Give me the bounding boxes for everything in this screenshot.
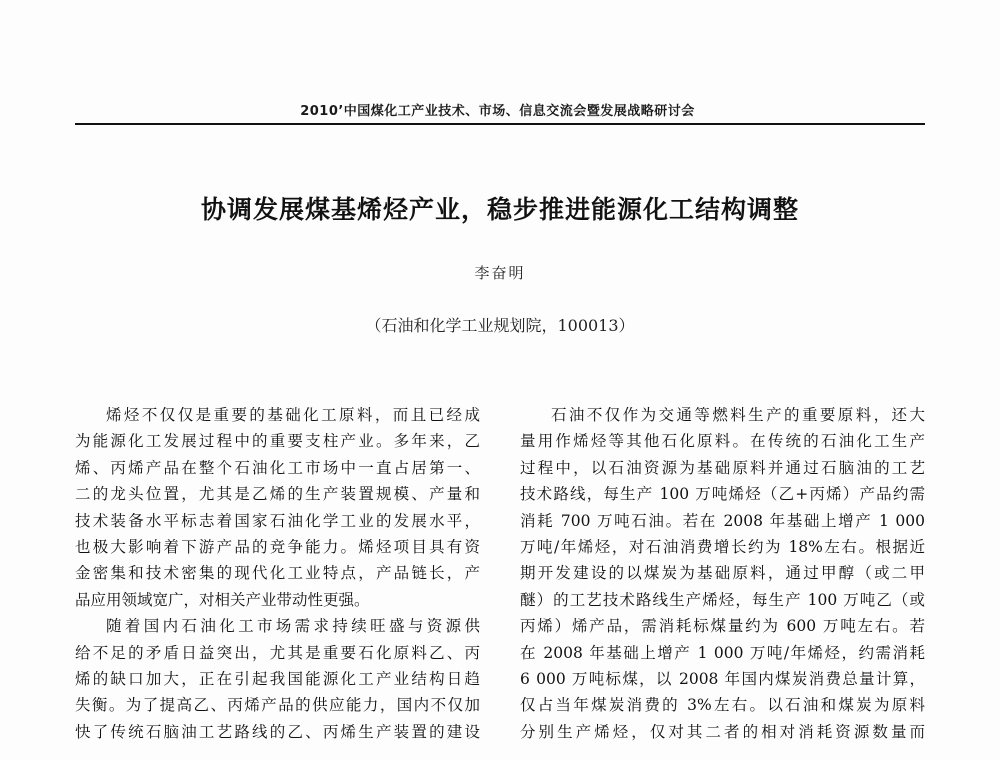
text-line: 品应用领域宽广，对相关产业带动性更强。	[75, 590, 370, 609]
body-column-right	[520, 402, 925, 745]
text-line: 给不足的矛盾日益突出，尤其是重要石化原料乙、丙	[75, 643, 480, 662]
text-line: 快了传统石脑油工艺路线的乙、丙烯生产装置的建设	[75, 722, 480, 741]
text-line: 金密集和技术密集的现代化工业特点，产品链长，产	[75, 564, 480, 583]
text-line: 醚）的工艺技术路线生产烯烃，每生产 100 万吨乙（或	[520, 590, 925, 609]
running-header: 2010’中国煤化工产业技术、市场、信息交流会暨发展战略研讨会	[300, 104, 695, 119]
text-line: 仅占当年煤炭消费的 3%左右。以石油和煤炭为原料	[520, 696, 925, 715]
text-line: 为能源化工发展过程中的重要支柱产业。多年来，乙	[75, 432, 480, 451]
text-line: 6 000 万吨标煤，以 2008 年国内煤炭消费总量计算，	[520, 669, 925, 688]
text-line: 量用作烯烃等其他石化原料。在传统的石油化工生产	[520, 432, 925, 451]
paper-title: 协调发展煤基烯烃产业，稳步推进能源化工结构调整	[200, 195, 799, 224]
body-column-left	[75, 402, 480, 745]
text-line: 也极大影响着下游产品的竞争能力。烯烃项目具有资	[75, 537, 480, 556]
author-affiliation: （石油和化学工业规划院，100013）	[365, 316, 635, 335]
text-line: 消耗 700 万吨石油。若在 2008 年基础上增产 1 000	[520, 511, 925, 530]
text-line: 万吨/年烯烃，对石油消费增长约为 18%左右。根据近	[520, 537, 925, 556]
text-line: 随着国内石油化工市场需求持续旺盛与资源供	[106, 617, 480, 636]
text-line: 技术装备水平标志着国家石油化学工业的发展水平，	[75, 511, 480, 530]
text-line: 在 2008 年基础上增产 1 000 万吨/年烯烃，约需消耗	[520, 643, 925, 662]
text-line: 过程中，以石油资源为基础原料并通过石脑油的工艺	[520, 458, 925, 477]
text-line: 二的龙头位置，尤其是乙烯的生产装置规模、产量和	[75, 485, 480, 504]
text-line: 分别生产烯烃，仅对其二者的相对消耗资源数量而	[520, 722, 925, 741]
text-line: 烯的缺口加大，正在引起我国能源化工产业结构日趋	[75, 669, 480, 688]
text-line: 石油不仅作为交通等燃料生产的重要原料，还大	[551, 406, 925, 424]
text-line: 技术路线，每生产 100 万吨烯烃（乙+丙烯）产品约需	[520, 485, 925, 504]
text-line: 丙烯）烯产品，需消耗标煤量约为 600 万吨左右。若	[520, 617, 925, 636]
header-rule	[75, 123, 925, 125]
text-line: 烯烃不仅仅是重要的基础化工原料，而且已经成	[106, 406, 480, 424]
author-name: 李奋明	[474, 264, 526, 282]
text-line: 期开发建设的以煤炭为基础原料，通过甲醇（或二甲	[520, 564, 925, 583]
text-line: 烯、丙烯产品在整个石油化工市场中一直占居第一、	[75, 458, 480, 477]
text-line: 失衡。为了提高乙、丙烯产品的供应能力，国内不仅加	[75, 696, 480, 715]
